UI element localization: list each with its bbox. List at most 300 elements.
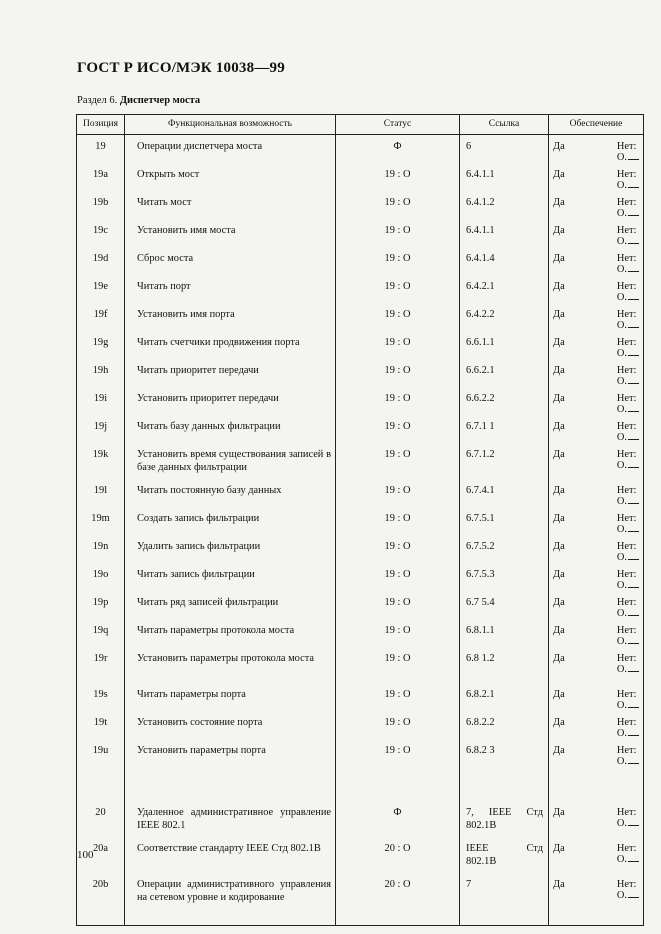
status-cell: 20 : О [336,873,460,925]
provision-options [553,625,639,647]
function-cell: Читать приоритет передачи [125,359,336,387]
function-cell: Читать запись фильтрации [125,563,336,591]
provision-other: О. [617,728,639,739]
table-row [77,801,644,837]
provision-no: Нет: [616,141,637,152]
table-row [77,387,644,415]
function-cell: Установить время существования записей в базе данных фильтрации [125,443,336,479]
reference-cell: 6.7 5.4 [460,591,549,619]
provision-yes: Да [553,689,565,700]
function-cell: Операции диспетчера моста [125,135,336,164]
provision-no-group [617,225,639,247]
table-row [77,711,644,739]
provision-yes: Да [553,393,565,404]
provision-no-group [617,879,639,901]
provision-yes: Да [553,449,565,460]
reference-cell: 6.8 1.2 [460,647,549,683]
provision-yes: Да [553,843,565,854]
function-cell: Установить имя моста [125,219,336,247]
provision-no-group [617,597,639,619]
provision-yes: Да [553,309,565,320]
provision-yes: Да [553,253,565,264]
table-row [77,163,644,191]
provision-cell [549,739,644,774]
provision-other: О. [617,152,639,163]
status-cell: 19 : О [336,563,460,591]
provision-no: Нет: [616,653,637,664]
provision-yes: Да [553,337,565,348]
position-cell: 20b [77,873,125,925]
provision-cell [549,331,644,359]
table-row [77,443,644,479]
section-prefix: Раздел 6. [77,95,118,106]
reference-cell: 6.6.1.1 [460,331,549,359]
provision-other: О. [617,320,639,331]
provision-cell [549,443,644,479]
provision-cell [549,163,644,191]
reference-cell: 7 [460,873,549,925]
provision-no-group [617,653,639,675]
spacer-cell [460,774,549,801]
reference-cell: 6.4.2.1 [460,275,549,303]
reference-part: Стд [526,843,543,854]
provision-yes: Да [553,541,565,552]
status-cell: 19 : О [336,247,460,275]
provision-other: О. [617,236,639,247]
function-cell: Читать счетчики продвижения порта [125,331,336,359]
reference-cell: 6.7.5.3 [460,563,549,591]
provision-no-group [617,689,639,711]
position-cell: 19r [77,647,125,683]
provision-cell [549,619,644,647]
provision-no: Нет: [616,745,637,756]
provision-yes: Да [553,169,565,180]
provision-cell [549,591,644,619]
reference-cell [460,837,549,873]
provision-options [553,169,639,191]
provision-yes: Да [553,569,565,580]
status-cell: Ф [336,135,460,164]
position-cell: 19d [77,247,125,275]
provision-yes: Да [553,597,565,608]
position-cell: 19s [77,683,125,711]
provision-no: Нет: [616,625,637,636]
function-cell: Читать параметры порта [125,683,336,711]
provision-no-group [617,337,639,359]
function-cell: Создать запись фильтрации [125,507,336,535]
status-cell: 19 : О [336,387,460,415]
provision-cell [549,275,644,303]
provision-cell [549,801,644,837]
provision-other: О. [617,180,639,191]
status-cell: 19 : О [336,739,460,774]
reference-cell: 6.8.2.1 [460,683,549,711]
provision-cell [549,563,644,591]
provision-no-group [617,141,639,163]
function-cell: Читать базу данных фильтрации [125,415,336,443]
function-cell: Читать параметры протокола моста [125,619,336,647]
provision-other: О. [617,376,639,387]
provision-cell [549,535,644,563]
function-cell: Читать постоянную базу данных [125,479,336,507]
provision-options [553,717,639,739]
position-cell: 19o [77,563,125,591]
reference-cell: 6.7.5.1 [460,507,549,535]
provision-no-group [617,745,639,767]
provision-cell [549,479,644,507]
provision-cell [549,507,644,535]
table-row [77,647,644,683]
provision-options [553,745,639,767]
position-cell: 19i [77,387,125,415]
provision-cell [549,135,644,164]
provision-no-group [617,421,639,443]
position-cell: 19j [77,415,125,443]
provision-options [553,141,639,163]
table-row [77,479,644,507]
position-cell: 19b [77,191,125,219]
reference-cell: 6.4.1.2 [460,191,549,219]
provision-no: Нет: [616,717,637,728]
position-cell: 19n [77,535,125,563]
function-cell: Открыть мост [125,163,336,191]
provision-yes: Да [553,281,565,292]
provision-yes: Да [553,879,565,890]
provision-no: Нет: [616,337,637,348]
provision-no-group [617,569,639,591]
provision-no: Нет: [616,253,637,264]
provision-options [553,597,639,619]
reference-line: 802.1B [466,819,497,831]
provision-other: О. [617,700,639,711]
status-cell: 19 : О [336,619,460,647]
spacer-cell [549,774,644,801]
provision-options [553,421,639,443]
reference-cell: 6.7.5.2 [460,535,549,563]
status-cell: 19 : О [336,191,460,219]
provision-other: О. [617,404,639,415]
column-header-provision: Обеспечение [549,115,644,135]
reference-cell: 6.8.2 3 [460,739,549,774]
position-cell: 20 [77,801,125,837]
provision-no: Нет: [616,513,637,524]
table-header-row [77,115,644,135]
section-heading [77,95,200,106]
provision-other: О. [617,348,639,359]
reference-cell: 6.6.2.1 [460,359,549,387]
page-number: 100 [77,849,94,861]
provision-yes: Да [553,141,565,152]
column-header-function: Функциональная возможность [125,115,336,135]
reference-cell: 6.8.1.1 [460,619,549,647]
provision-cell [549,359,644,387]
table-row [77,191,644,219]
provision-no: Нет: [616,569,637,580]
provision-options [553,569,639,591]
provision-cell [549,711,644,739]
provision-no: Нет: [616,689,637,700]
function-cell: Читать ряд записей фильтрации [125,591,336,619]
provision-options [553,225,639,247]
spacer-cell [336,774,460,801]
table-row [77,415,644,443]
provision-other: О. [617,432,639,443]
provision-no: Нет: [616,449,637,460]
spacer-cell [77,774,125,801]
provision-yes: Да [553,421,565,432]
function-cell: Читать порт [125,275,336,303]
provision-no-group [617,281,639,303]
provision-no-group [617,449,639,471]
provision-no: Нет: [616,421,637,432]
status-cell: 19 : О [336,359,460,387]
provision-no: Нет: [616,169,637,180]
function-cell: Удалить запись фильтрации [125,535,336,563]
position-cell: 19f [77,303,125,331]
status-cell: 19 : О [336,507,460,535]
table-row [77,135,644,164]
provision-no: Нет: [616,393,637,404]
position-cell: 19g [77,331,125,359]
section-name: Диспетчер моста [119,95,201,106]
provision-other: О. [617,890,639,901]
provision-other: О. [617,264,639,275]
provision-no: Нет: [616,807,637,818]
provision-other: О. [617,496,639,507]
reference-cell: 6 [460,135,549,164]
reference-cell: 6.4.1.1 [460,219,549,247]
provision-no: Нет: [616,365,637,376]
reference-line [466,807,543,820]
table-row [77,275,644,303]
spacer-cell [125,774,336,801]
provision-options [553,689,639,711]
provision-no: Нет: [616,197,637,208]
provision-other: О. [617,208,639,219]
provision-no-group [617,717,639,739]
provision-yes: Да [553,513,565,524]
reference-part: IEEE [466,843,489,854]
conformance-table [76,114,644,926]
provision-yes: Да [553,653,565,664]
provision-other: О. [617,636,639,647]
table-row [77,359,644,387]
position-cell: 19a [77,163,125,191]
provision-other: О. [617,524,639,535]
position-cell: 19c [77,219,125,247]
position-cell: 19 [77,135,125,164]
function-cell: Сброс моста [125,247,336,275]
status-cell: 19 : О [336,163,460,191]
provision-no-group [617,253,639,275]
provision-cell [549,683,644,711]
status-cell: 19 : О [336,415,460,443]
reference-line [466,843,543,856]
provision-other: О. [617,292,639,303]
position-cell: 19m [77,507,125,535]
provision-yes: Да [553,485,565,496]
reference-cell: 6.7.4.1 [460,479,549,507]
provision-options [553,309,639,331]
provision-yes: Да [553,225,565,236]
provision-other: О. [617,756,639,767]
table-row [77,303,644,331]
provision-options [553,337,639,359]
provision-yes: Да [553,717,565,728]
position-cell: 19h [77,359,125,387]
reference-line: 802.1B [466,855,497,867]
column-header-position: Позиция [77,115,125,135]
spacer-row [77,774,644,801]
table-row [77,331,644,359]
function-cell: Операции административного управления на сетевом уровне и кодирование [125,873,336,925]
reference-part: IEEE [488,807,512,818]
provision-other: О. [617,818,639,829]
provision-other: О. [617,664,639,675]
position-cell: 19p [77,591,125,619]
provision-cell [549,415,644,443]
table-row [77,739,644,774]
status-cell: 19 : О [336,535,460,563]
provision-no-group [617,309,639,331]
reference-cell: 6.4.1.4 [460,247,549,275]
position-cell: 19u [77,739,125,774]
position-cell: 19l [77,479,125,507]
provision-cell [549,219,644,247]
provision-other: О. [617,608,639,619]
function-cell: Читать мост [125,191,336,219]
provision-options [553,365,639,387]
reference-cell: 6.7.1.2 [460,443,549,479]
function-cell: Установить параметры порта [125,739,336,774]
table-row [77,591,644,619]
provision-no-group [617,393,639,415]
provision-cell [549,647,644,683]
provision-yes: Да [553,365,565,376]
position-cell: 19k [77,443,125,479]
provision-no: Нет: [616,225,637,236]
column-header-status: Статус [336,115,460,135]
reference-cell: 6.4.1.1 [460,163,549,191]
provision-yes: Да [553,807,565,818]
table-row [77,247,644,275]
position-cell: 19t [77,711,125,739]
reference-cell: 6.7.1 1 [460,415,549,443]
table-row [77,507,644,535]
position-cell: 19q [77,619,125,647]
status-cell: 19 : О [336,443,460,479]
status-cell: 19 : О [336,219,460,247]
provision-no-group [617,843,639,865]
provision-options [553,541,639,563]
position-cell: 20a [77,837,125,873]
table-row [77,837,644,873]
table-row [77,563,644,591]
position-cell: 19e [77,275,125,303]
provision-no-group [617,541,639,563]
provision-other: О. [617,552,639,563]
provision-yes: Да [553,745,565,756]
provision-no-group [617,807,639,829]
status-cell: 19 : О [336,479,460,507]
reference-cell: 6.8.2.2 [460,711,549,739]
status-cell: 19 : О [336,275,460,303]
status-cell: Ф [336,801,460,837]
status-cell: 19 : О [336,303,460,331]
function-cell: Установить приоритет передачи [125,387,336,415]
table-row [77,535,644,563]
function-cell: Удаленное административное управление IEEE 802.1 [125,801,336,837]
provision-options [553,393,639,415]
reference-part: 7, [466,807,474,818]
provision-yes: Да [553,197,565,208]
provision-options [553,449,639,471]
table-row [77,219,644,247]
status-cell: 20 : О [336,837,460,873]
provision-options [553,807,639,829]
provision-cell [549,837,644,873]
status-cell: 19 : О [336,591,460,619]
document-title: ГОСТ Р ИСО/МЭК 10038—99 [77,60,285,76]
table-row [77,619,644,647]
provision-options [553,281,639,303]
function-cell: Установить состояние порта [125,711,336,739]
provision-no: Нет: [616,485,637,496]
provision-no-group [617,197,639,219]
provision-cell [549,191,644,219]
provision-options [553,513,639,535]
provision-no-group [617,169,639,191]
provision-no-group [617,485,639,507]
reference-cell: 6.6.2.2 [460,387,549,415]
provision-no-group [617,513,639,535]
provision-other: О. [617,460,639,471]
provision-no-group [617,625,639,647]
status-cell: 19 : О [336,711,460,739]
provision-cell [549,873,644,925]
provision-options [553,843,639,865]
provision-no: Нет: [616,541,637,552]
provision-yes: Да [553,625,565,636]
provision-options [553,253,639,275]
provision-no: Нет: [616,879,637,890]
function-cell: Установить имя порта [125,303,336,331]
provision-no: Нет: [616,309,637,320]
provision-no-group [617,365,639,387]
provision-no: Нет: [616,281,637,292]
provision-cell [549,247,644,275]
status-cell: 19 : О [336,683,460,711]
table-row [77,873,644,925]
provision-no: Нет: [616,843,637,854]
provision-options [553,653,639,675]
function-cell: Соответствие стандарту IEEE Стд 802.1B [125,837,336,873]
provision-other: О. [617,854,639,865]
provision-cell [549,387,644,415]
reference-cell: 6.4.2.2 [460,303,549,331]
status-cell: 19 : О [336,647,460,683]
provision-other: О. [617,580,639,591]
status-cell: 19 : О [336,331,460,359]
column-header-reference: Ссылка [460,115,549,135]
function-cell: Установить параметры протокола моста [125,647,336,683]
provision-options [553,879,639,901]
reference-part: Стд [526,807,543,818]
provision-no: Нет: [616,597,637,608]
provision-options [553,197,639,219]
table-row [77,683,644,711]
provision-options [553,485,639,507]
